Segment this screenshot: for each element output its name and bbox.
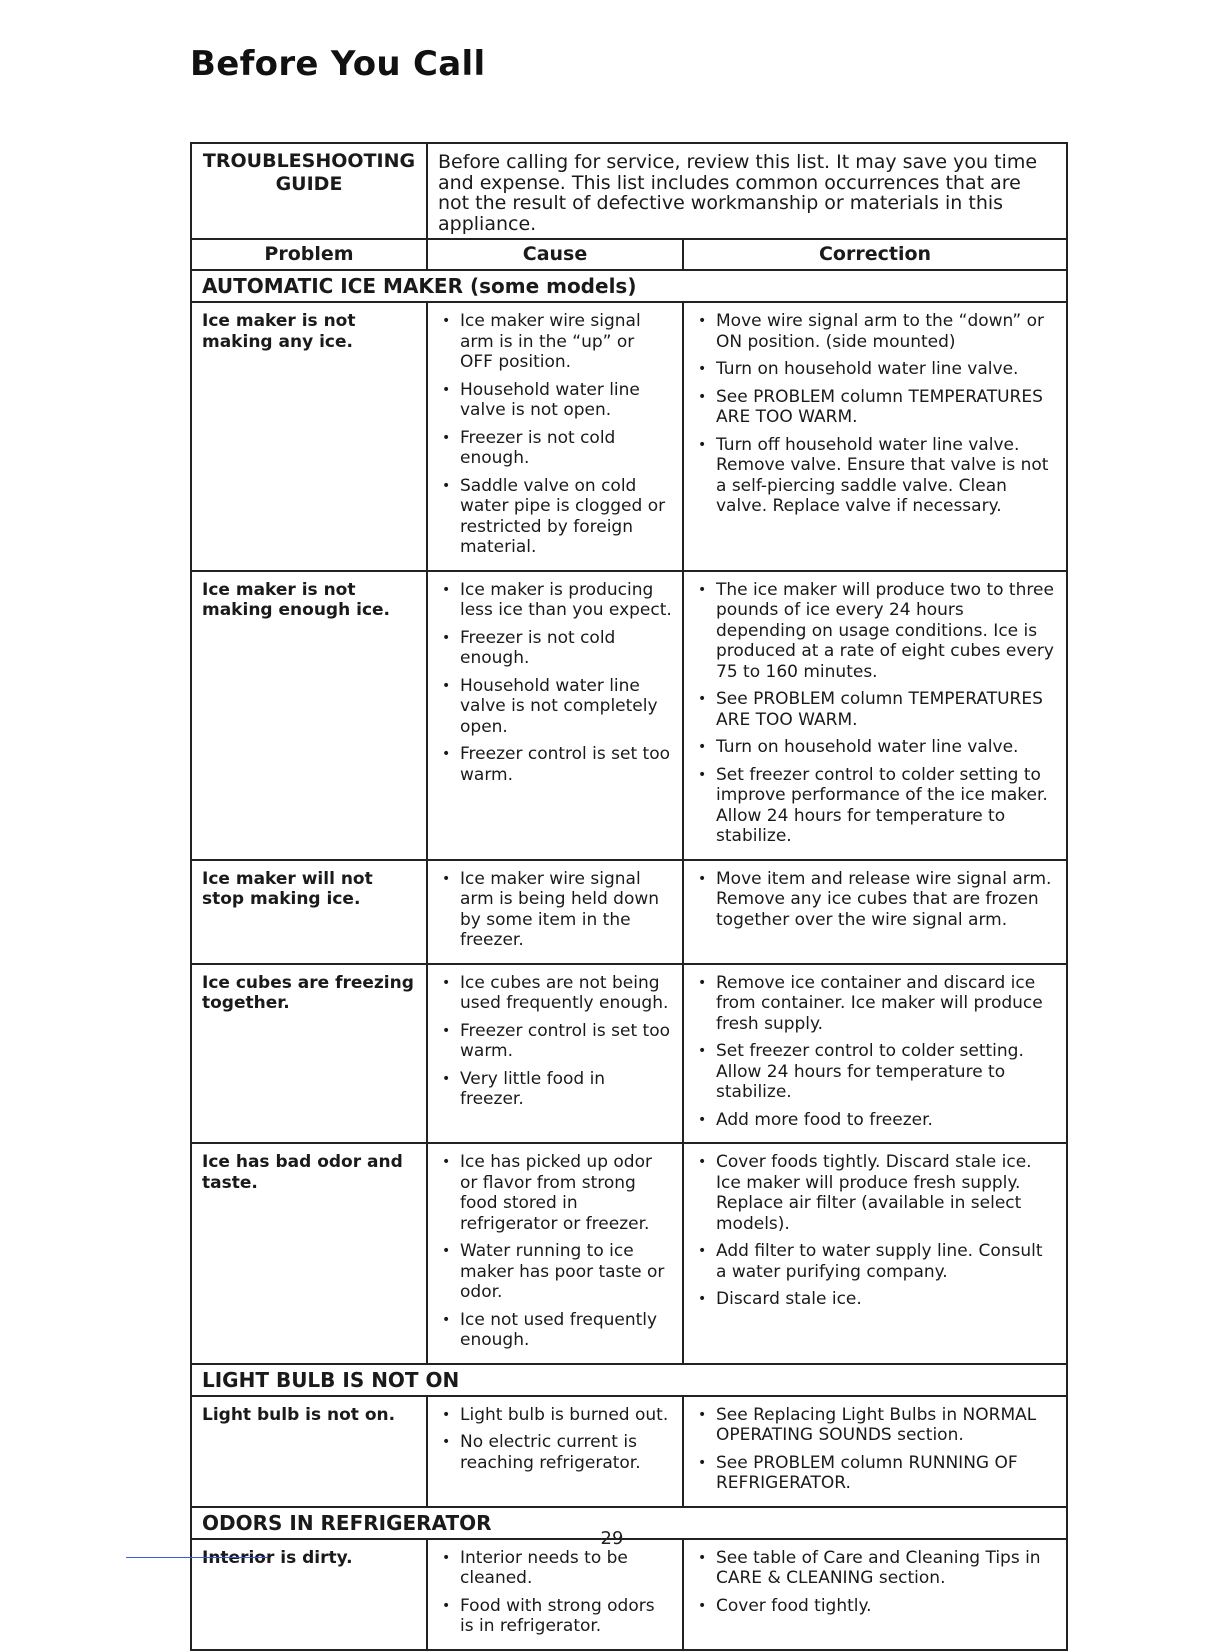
troubleshooting-table-container: [190, 142, 1066, 1651]
problem-cell: Ice maker will not stop making ice.: [191, 860, 427, 964]
table-row: [191, 860, 1067, 964]
correction-list: [694, 1548, 1056, 1617]
guide-label: [191, 143, 427, 239]
table-row: [191, 1539, 1067, 1650]
section-title: AUTOMATIC ICE MAKER (some models): [191, 270, 1067, 302]
cause-list: [438, 311, 672, 558]
correction-item: • The ice maker will produce two to three pounds of ice every 24 hours depending on usage conditions. Ice is produced at a rate of eight cubes every 75 to 160 minutes.: [694, 580, 1056, 683]
section-header-row: [191, 1364, 1067, 1396]
column-header-row: [191, 239, 1067, 270]
correction-item: • Move wire signal arm to the “down” or ON position. (side mounted): [694, 311, 1056, 352]
correction-item: • Cover food tightly.: [694, 1596, 1056, 1617]
table-row: [191, 571, 1067, 860]
column-header-problem: Problem: [191, 239, 427, 270]
guide-header-row: [191, 143, 1067, 239]
cause-item: • Food with strong odors is in refrigerator.: [438, 1596, 672, 1637]
correction-item: • Cover foods tightly. Discard stale ice. Ice maker will produce fresh supply. Replace air filter (available in select models).: [694, 1152, 1056, 1234]
cause-cell: [427, 302, 683, 571]
cause-item: • Freezer control is set too warm.: [438, 744, 672, 785]
correction-cell: [683, 1539, 1067, 1650]
table-row: [191, 1396, 1067, 1507]
column-header-correction: Correction: [683, 239, 1067, 270]
correction-cell: [683, 860, 1067, 964]
correction-item: • See Replacing Light Bulbs in NORMAL OPERATING SOUNDS section.: [694, 1405, 1056, 1446]
cause-item: • No electric current is reaching refrigerator.: [438, 1432, 672, 1473]
cause-list: [438, 580, 672, 786]
cause-item: • Freezer control is set too warm.: [438, 1021, 672, 1062]
correction-item: • Turn off household water line valve. Remove valve. Ensure that valve is not a self-piercing saddle valve. Clean valve. Replace valve if necessary.: [694, 435, 1056, 517]
cause-list: [438, 1152, 672, 1351]
cause-item: • Ice maker wire signal arm is in the “up” or OFF position.: [438, 311, 672, 373]
correction-item: • Discard stale ice.: [694, 1289, 1056, 1310]
correction-item: • Move item and release wire signal arm. Remove any ice cubes that are frozen together over the wire signal arm.: [694, 869, 1056, 931]
cause-item: • Household water line valve is not completely open.: [438, 676, 672, 738]
correction-item: • See table of Care and Cleaning Tips in CARE & CLEANING section.: [694, 1548, 1056, 1589]
problem-cell: Ice has bad odor and taste.: [191, 1143, 427, 1364]
correction-item: • See PROBLEM column TEMPERATURES ARE TOO WARM.: [694, 387, 1056, 428]
correction-item: • Turn on household water line valve.: [694, 359, 1056, 380]
correction-item: • Add more food to freezer.: [694, 1110, 1056, 1131]
cause-item: • Freezer is not cold enough.: [438, 628, 672, 669]
cause-cell: [427, 571, 683, 860]
cause-item: • Interior needs to be cleaned.: [438, 1548, 672, 1589]
cause-cell: [427, 1539, 683, 1650]
correction-list: [694, 580, 1056, 847]
troubleshooting-table: [190, 142, 1068, 1651]
cause-list: [438, 869, 672, 951]
cause-list: [438, 1405, 672, 1474]
cause-item: • Saddle valve on cold water pipe is clogged or restricted by foreign material.: [438, 476, 672, 558]
correction-item: • Set freezer control to colder setting. Allow 24 hours for temperature to stabilize.: [694, 1041, 1056, 1103]
correction-list: [694, 1405, 1056, 1494]
correction-cell: [683, 964, 1067, 1144]
cause-item: • Very little food in freezer.: [438, 1069, 672, 1110]
cause-cell: [427, 964, 683, 1144]
section-title: LIGHT BULB IS NOT ON: [191, 1364, 1067, 1396]
cause-list: [438, 1548, 672, 1637]
cause-item: • Ice has picked up odor or flavor from strong food stored in refrigerator or freezer.: [438, 1152, 672, 1234]
problem-cell: Ice cubes are freezing together.: [191, 964, 427, 1144]
table-row: [191, 302, 1067, 571]
cause-item: • Ice not used frequently enough.: [438, 1310, 672, 1351]
section-title: ODORS IN REFRIGERATOR: [191, 1507, 1067, 1539]
cause-item: • Household water line valve is not open.: [438, 380, 672, 421]
problem-cell: Ice maker is not making enough ice.: [191, 571, 427, 860]
page-title: Before You Call: [190, 44, 486, 84]
problem-cell: Interior is dirty.: [191, 1539, 427, 1650]
table-row: [191, 964, 1067, 1144]
correction-list: [694, 973, 1056, 1131]
correction-list: [694, 1152, 1056, 1310]
cause-item: • Ice cubes are not being used frequently enough.: [438, 973, 672, 1014]
correction-cell: [683, 571, 1067, 860]
cause-item: • Ice maker wire signal arm is being held down by some item in the freezer.: [438, 869, 672, 951]
cause-item: • Water running to ice maker has poor taste or odor.: [438, 1241, 672, 1303]
correction-item: • Add filter to water supply line. Consult a water purifying company.: [694, 1241, 1056, 1282]
cause-cell: [427, 1143, 683, 1364]
cause-item: • Ice maker is producing less ice than you expect.: [438, 580, 672, 621]
guide-label-line1: TROUBLESHOOTING: [202, 150, 416, 172]
correction-item: • Remove ice container and discard ice from container. Ice maker will produce fresh supply.: [694, 973, 1056, 1035]
problem-cell: Ice maker is not making any ice.: [191, 302, 427, 571]
correction-item: • See PROBLEM column RUNNING OF REFRIGERATOR.: [694, 1453, 1056, 1494]
guide-label-line2: GUIDE: [275, 173, 343, 195]
page-number: 29: [600, 1528, 624, 1549]
correction-list: [694, 311, 1056, 517]
correction-item: • See PROBLEM column TEMPERATURES ARE TOO WARM.: [694, 689, 1056, 730]
cause-item: • Light bulb is burned out.: [438, 1405, 672, 1426]
cause-cell: [427, 860, 683, 964]
cause-item: • Freezer is not cold enough.: [438, 428, 672, 469]
correction-item: • Set freezer control to colder setting to improve performance of the ice maker. Allow 24 hours for temperature to stabilize.: [694, 765, 1056, 847]
correction-list: [694, 869, 1056, 931]
column-header-cause: Cause: [427, 239, 683, 270]
correction-cell: [683, 1396, 1067, 1507]
footer-rule: [126, 1557, 268, 1558]
correction-cell: [683, 1143, 1067, 1364]
problem-cell: Light bulb is not on.: [191, 1396, 427, 1507]
correction-cell: [683, 302, 1067, 571]
cause-list: [438, 973, 672, 1110]
section-header-row: [191, 270, 1067, 302]
guide-intro: Before calling for service, review this list. It may save you time and expense. This list includes common occurrences that are not the result of defective workmanship or materials in this appliance.: [427, 143, 1067, 239]
table-row: [191, 1143, 1067, 1364]
correction-item: • Turn on household water line valve.: [694, 737, 1056, 758]
cause-cell: [427, 1396, 683, 1507]
